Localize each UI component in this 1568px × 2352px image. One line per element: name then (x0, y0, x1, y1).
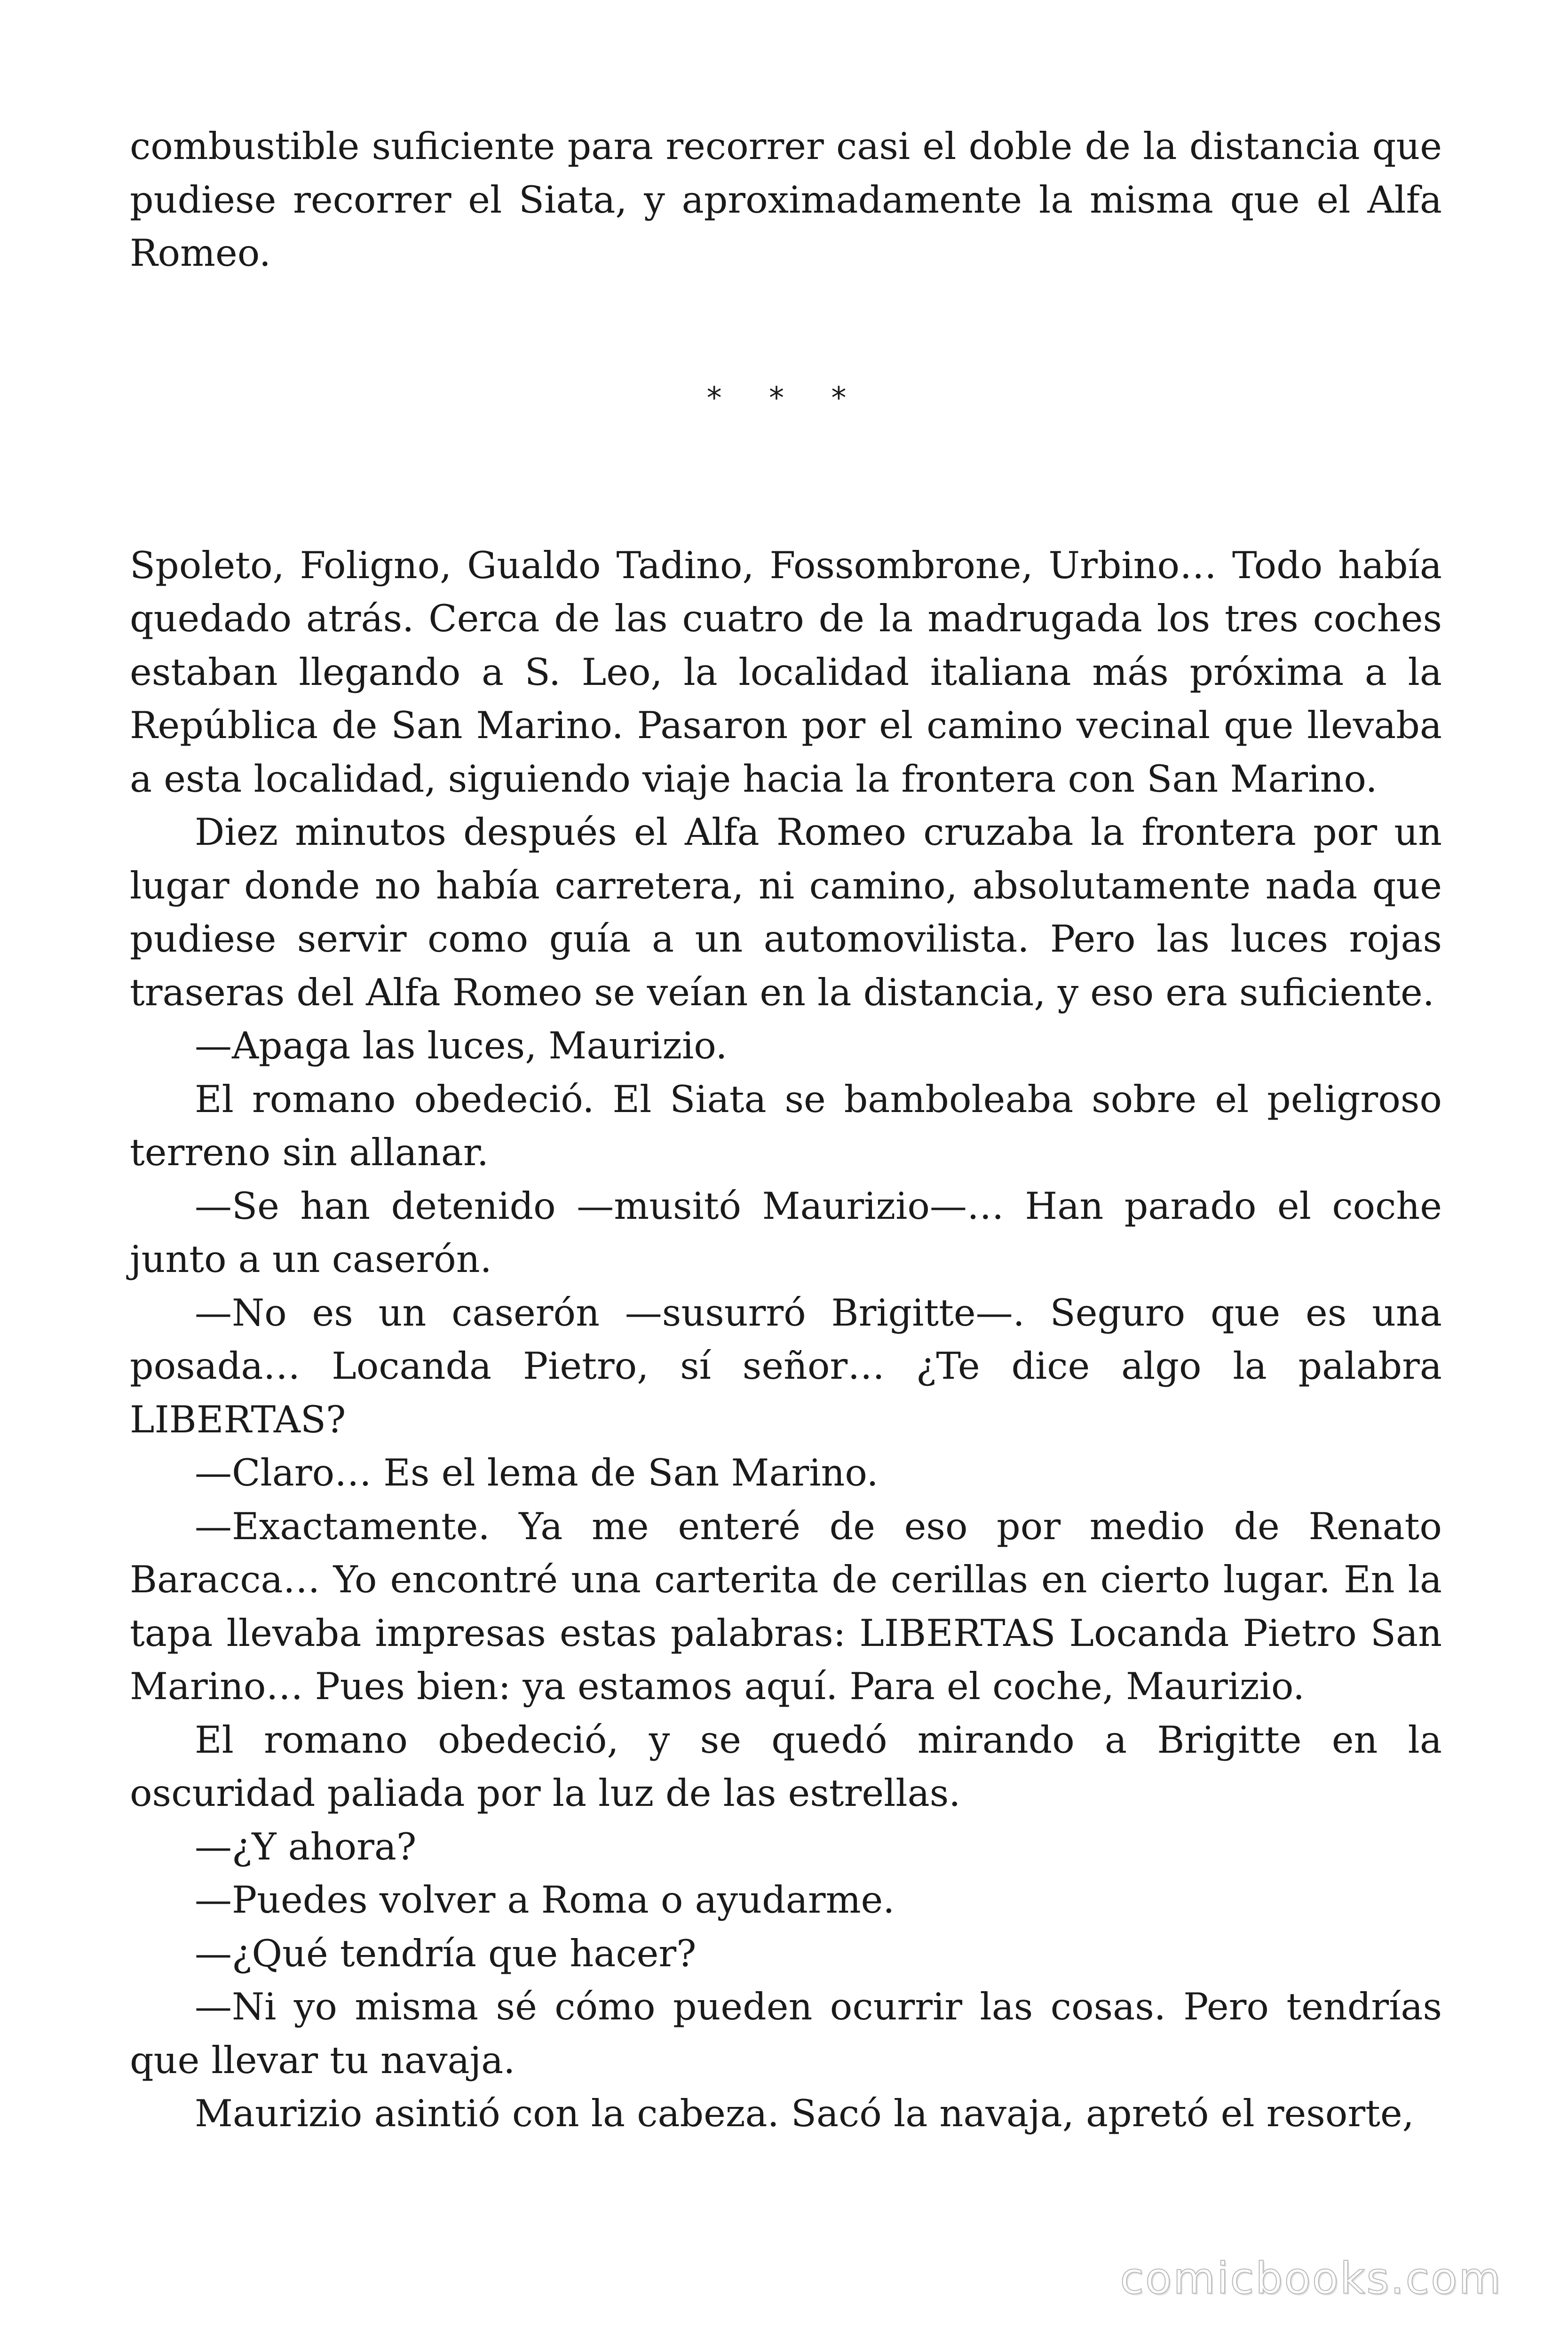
paragraph: —Puedes volver a Roma o ayudarme. (195, 1878, 895, 1922)
paragraph: —¿Y ahora? (195, 1825, 417, 1868)
paragraph: —Ni yo misma sé cómo pueden ocurrir las cosas. Pero tendrías que llevar tu navaja. (130, 1985, 1442, 2082)
paragraph: Diez minutos después el Alfa Romeo cruzaba la frontera por un lugar donde no había carretera, ni camino, absolutamente nada que pudiese servir como guía a un automovilista. Pero las luces rojas traseras del Alfa Romeo se veían en la distancia, y eso era suficiente. (130, 810, 1442, 1014)
scene-break-asterisks: * * * (706, 381, 865, 416)
paragraph: —Exactamente. Ya me enteré de eso por medio de Renato Baracca… Yo encontré una carterita de cerillas en cierto lugar. En la tapa llevaba impresas estas palabras: LIBERTAS Locanda Pietro San Marino… Pues bien: ya estamos aquí. Para el coche, Maurizio. (130, 1504, 1442, 1708)
body-text (130, 120, 1442, 2141)
paragraph: —Se han detenido —musitó Maurizio—… Han parado el coche junto a un caserón. (130, 1184, 1442, 1281)
scene-break (130, 280, 1442, 539)
bottom-text-block (130, 539, 1442, 2141)
paragraph: Maurizio asintió con la cabeza. Sacó la navaja, apretó el resorte, (195, 2092, 1414, 2135)
watermark-logo: comicbooks.com (1120, 2253, 1502, 2304)
paragraph: El romano obedeció, y se quedó mirando a Brigitte en la oscuridad paliada por la luz de las estrellas. (130, 1718, 1442, 1815)
paragraph: —Apaga las luces, Maurizio. (195, 1024, 728, 1067)
paragraph: —Claro… Es el lema de San Marino. (195, 1451, 879, 1494)
paragraph: —No es un caserón —susurró Brigitte—. Seguro que es una posada… Locanda Pietro, sí señor… ¿Te dice algo la palabra LIBERTAS? (130, 1291, 1442, 1441)
paragraph: El romano obedeció. El Siata se bamboleaba sobre el peligroso terreno sin allanar. (130, 1077, 1442, 1174)
paragraph: Spoleto, Foligno, Gualdo Tadino, Fossombrone, Urbino… Todo había quedado atrás. Cerca de las cuatro de la madrugada los tres coches estaban llegando a S. Leo, la localidad italiana más próxima a la República de San Marino. Pasaron por el camino vecinal que llevaba a esta localidad, siguiendo viaje hacia la frontera con San Marino. (130, 543, 1442, 801)
paragraph: combustible suficiente para recorrer casi el doble de la distancia que pudiese recorrer el Siata, y aproximadamente la misma que el Alfa Romeo. (130, 125, 1442, 275)
paragraph: —¿Qué tendría que hacer? (195, 1931, 697, 1975)
top-text-block (130, 120, 1442, 280)
